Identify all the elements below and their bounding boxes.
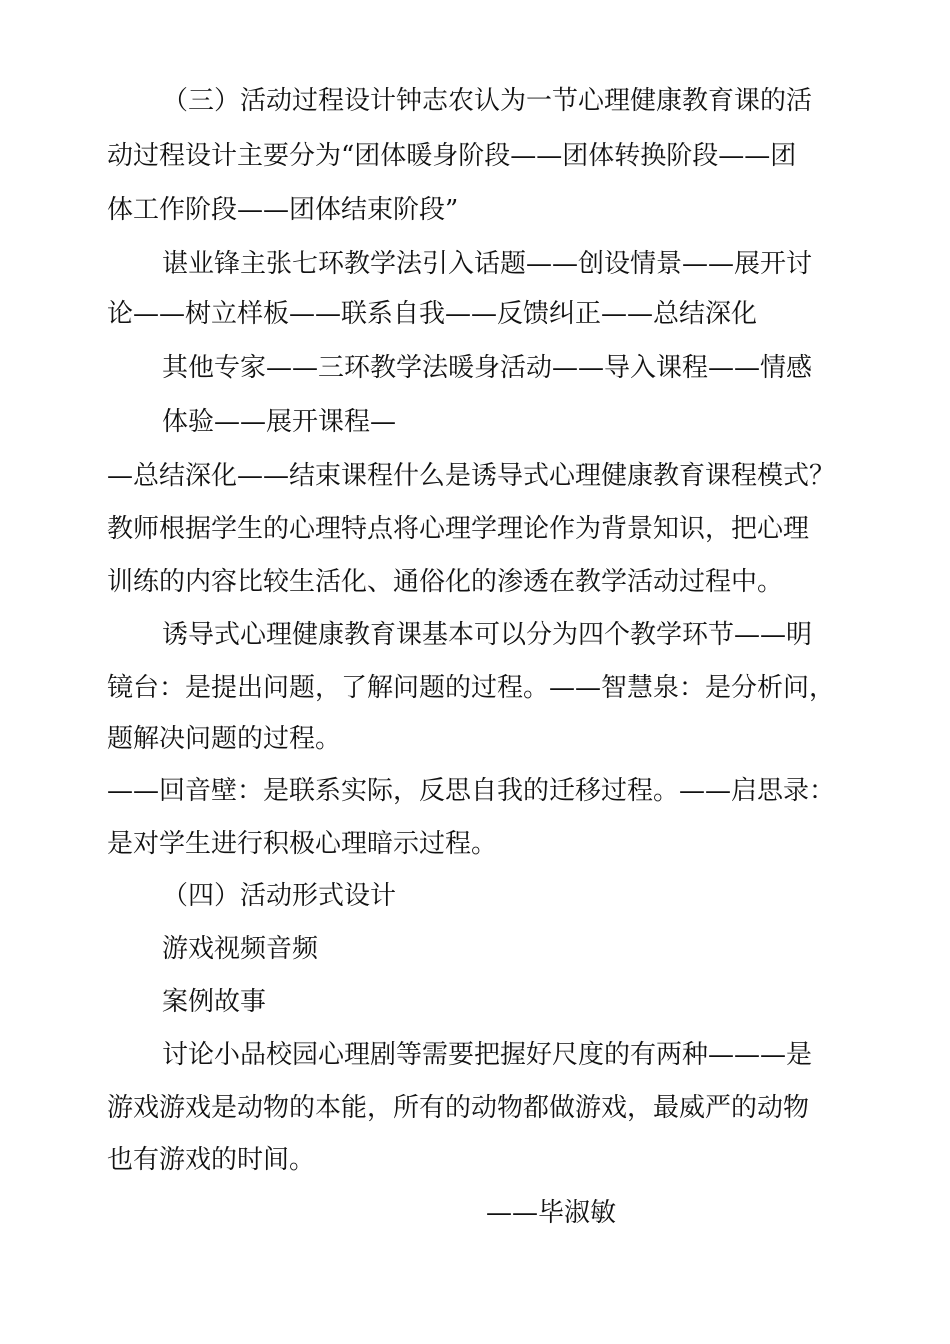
- text-line: 游戏视频音频: [162, 934, 319, 964]
- section-heading: （四）活动形式设计: [162, 881, 397, 911]
- text-line: 也有游戏的时间。: [107, 1145, 316, 1175]
- text-line: 教师根据学生的心理特点将心理学理论作为背景知识，把心理: [107, 514, 810, 544]
- text-line: 讨论小品校园心理剧等需要把握好尺度的有两种———是: [162, 1040, 813, 1070]
- quote-attribution: ——毕淑敏: [486, 1198, 617, 1228]
- text-line: 诱导式心理健康教育课基本可以分为四个教学环节——明: [162, 620, 813, 650]
- text-line: 其他专家——三环教学法暖身活动——导入课程——情感: [162, 353, 813, 383]
- text-line: 游戏游戏是动物的本能，所有的动物都做游戏，最威严的动物: [107, 1093, 810, 1123]
- text-line: 体验——展开课程—: [162, 407, 397, 437]
- text-line: 论——树立样板——联系自我——反馈纠正——总结深化: [107, 299, 758, 329]
- text-line: 体工作阶段——团体结束阶段”: [107, 195, 459, 225]
- text-line: （三）活动过程设计钟志农认为一节心理健康教育课的活: [162, 86, 813, 116]
- text-line: 案例故事: [162, 987, 267, 1017]
- text-line: —总结深化——结束课程什么是诱导式心理健康教育课程模式？: [107, 461, 836, 491]
- text-line: 题解决问题的过程。: [107, 724, 342, 754]
- text-line: 训练的内容比较生活化、通俗化的渗透在教学活动过程中。: [107, 567, 784, 597]
- text-line: ——回音壁：是联系实际，反思自我的迁移过程。——启思录：: [107, 776, 836, 806]
- text-line: 是对学生进行积极心理暗示过程。: [107, 829, 498, 859]
- text-line: 谌业锋主张七环教学法引入话题——创设情景——展开讨: [162, 249, 813, 279]
- text-line: 镜台：是提出问题，了解问题的过程。——智慧泉：是分析问，: [107, 673, 836, 703]
- text-line: 动过程设计主要分为“团体暖身阶段——团体转换阶段——团: [107, 141, 797, 171]
